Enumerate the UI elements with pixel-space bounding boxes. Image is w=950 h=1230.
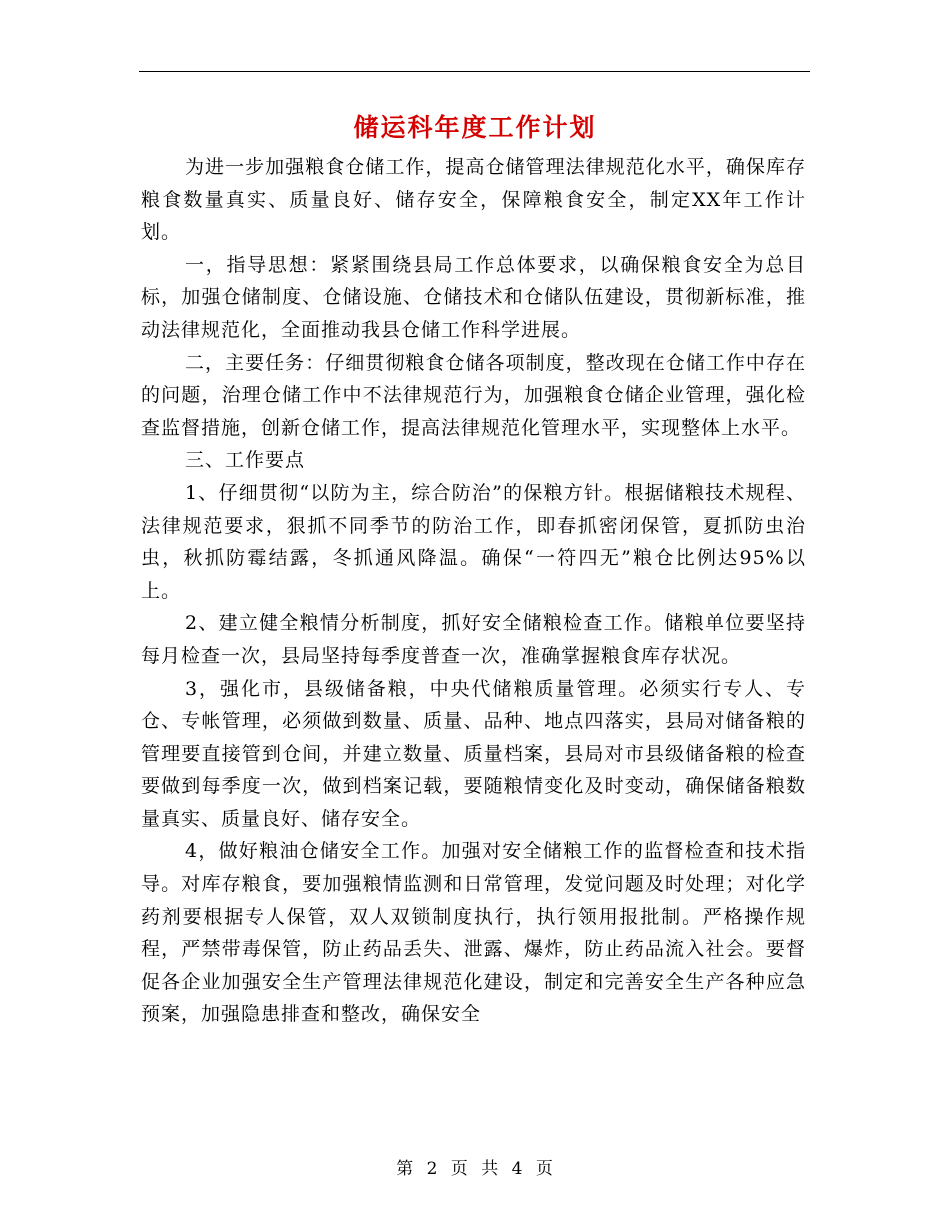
header-rule: [139, 71, 810, 72]
document-body: [141, 151, 806, 1031]
footer-current-page: 2: [426, 1159, 439, 1179]
footer-total-pages: 4: [511, 1159, 524, 1179]
paragraph-point-4: 4，做好粮油仓储安全工作。加强对安全储粮工作的监督检查和技术指导。对库存粮食，要加强粮情监测和日常管理，发觉问题及时处理；对化学药剂要根据专人保管，双人双锁制度执行，执行领用报批制。严格操作规程，严禁带毒保管，防止药品丢失、泄露、爆炸，防止药品流入社会。要督促各企业加强安全生产管理法律规范化建设，制定和完善安全生产各种应急预案，加强隐患排查和整改，确保安全: [141, 840, 806, 1026]
footer-label-ye2: 页: [535, 1159, 554, 1179]
page-footer: [0, 1154, 950, 1179]
paragraph-intro: 为进一步加强粮食仓储工作，提高仓储管理法律规范化水平，确保库存粮食数量真实、质量良好、储存安全，保障粮食安全，制定XX年工作计划。: [141, 156, 806, 244]
footer-label-total: 共: [481, 1159, 500, 1179]
document-title: 储运科年度工作计划: [353, 113, 597, 142]
paragraph-main-tasks: 二，主要任务：仔细贯彻粮食仓储各项制度，整改现在仓储工作中存在的问题，治理仓储工作中不法律规范行为，加强粮食仓储企业管理，强化检查监督措施，创新仓储工作，提高法律规范化管理水平，实现整体上水平。: [141, 351, 806, 439]
paragraph-point-1: 1、仔细贯彻“以防为主，综合防治”的保粮方针。根据储粮技术规程、法律规范要求，狠抓不同季节的防治工作，即春抓密闭保管，夏抓防虫治虫，秋抓防霉结露，冬抓通风降温。确保“一符四无”粮仓比例达95%以上。: [141, 481, 806, 602]
section-heading-work-points: 三、工作要点: [185, 449, 306, 472]
footer-label-ye: 页: [450, 1159, 469, 1179]
footer-label-page: 第: [396, 1159, 415, 1179]
paragraph-point-2: 2、建立健全粮情分析制度，抓好安全储粮检查工作。储粮单位要坚持每月检查一次，县局坚持每季度普查一次，准确掌握粮食库存状况。: [141, 612, 806, 667]
paragraph-point-3: 3，强化市，县级储备粮，中央代储粮质量管理。必须实行专人、专仓、专帐管理，必须做到数量、质量、品种、地点四落实，县局对储备粮的管理要直接管到仓间，并建立数量、质量档案，县局对市县级储备粮的检查要做到每季度一次，做到档案记载，要随粮情变化及时变动，确保储备粮数量真实、质量良好、储存安全。: [141, 677, 806, 830]
paragraph-guiding-thought: 一，指导思想：紧紧围绕县局工作总体要求，以确保粮食安全为总目标，加强仓储制度、仓储设施、仓储技术和仓储队伍建设，贯彻新标准，推动法律规范化，全面推动我县仓储工作科学进展。: [141, 253, 806, 341]
